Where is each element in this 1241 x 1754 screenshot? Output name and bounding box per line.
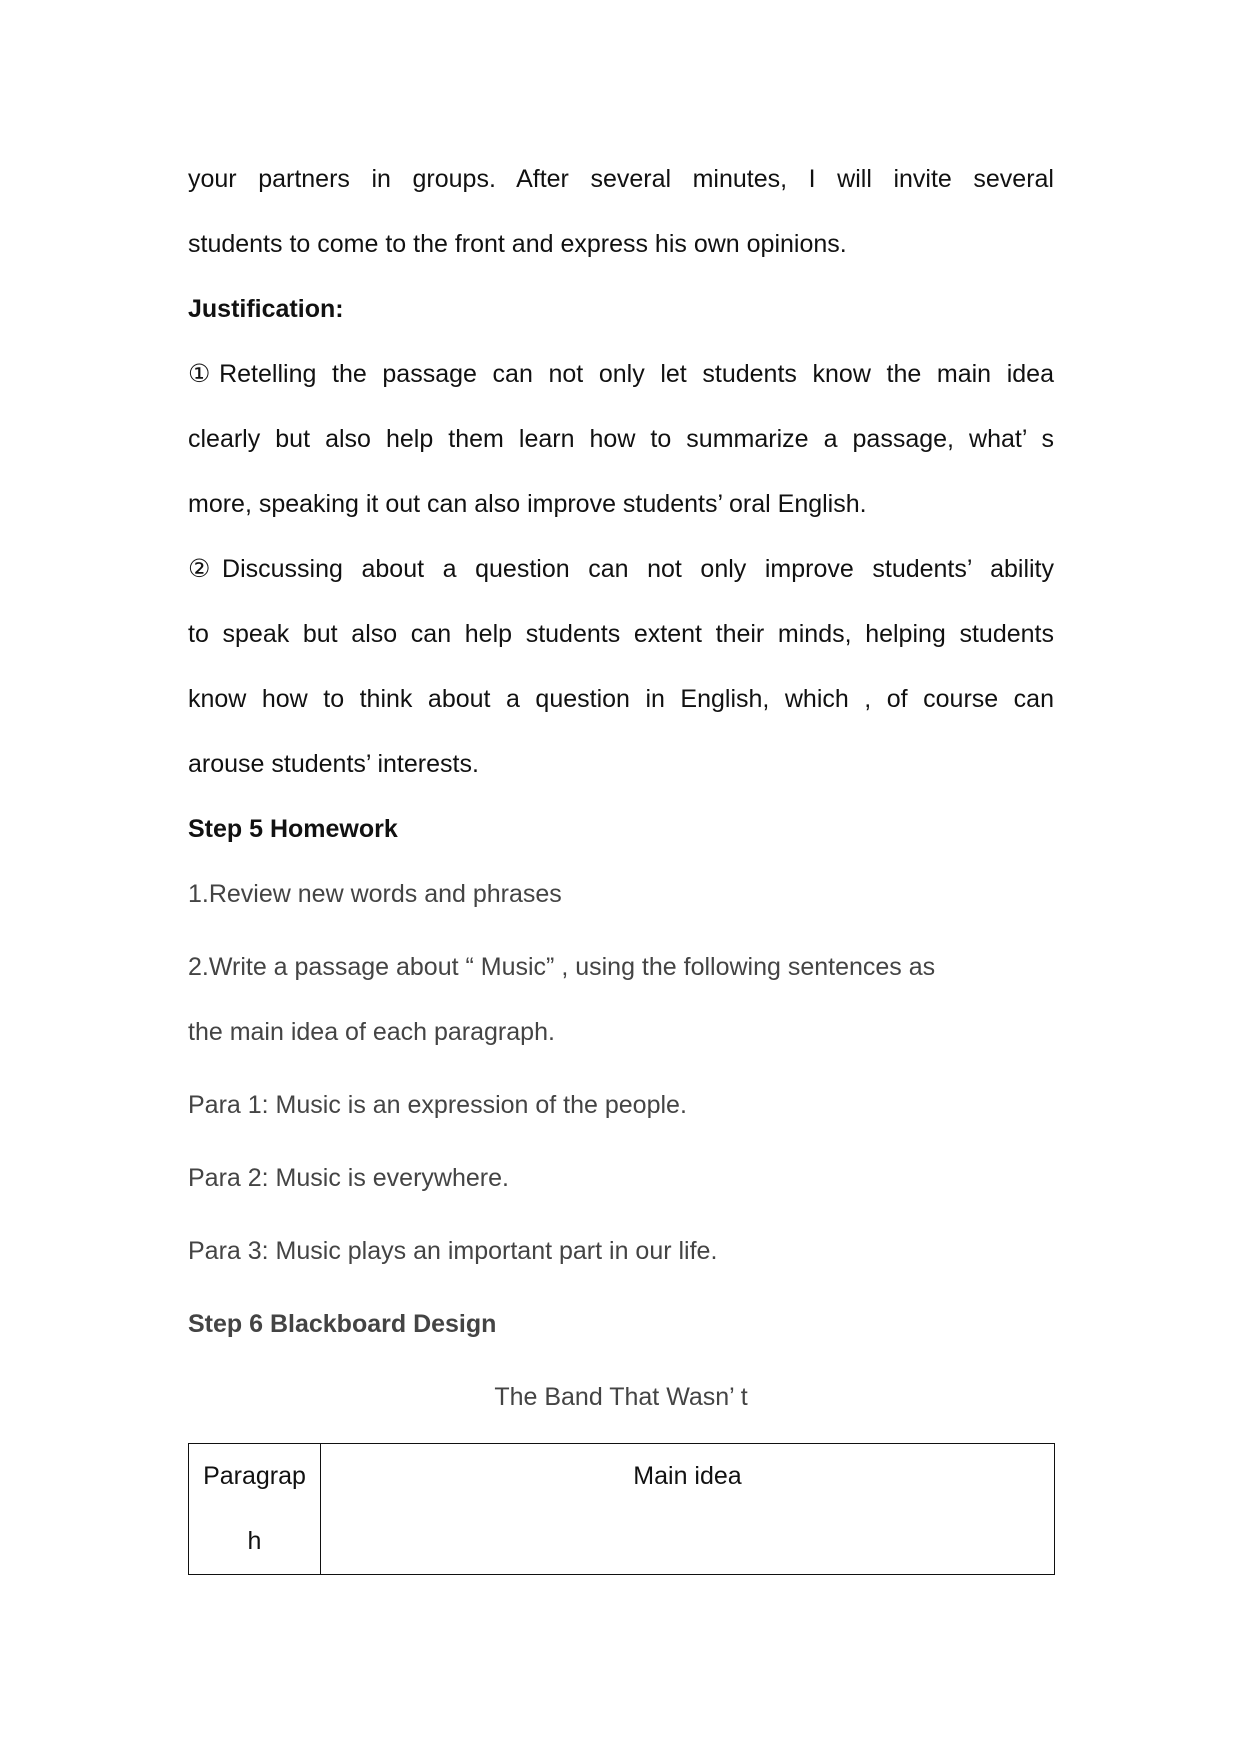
justification-item-1-line: more, speaking it out can also improve students’ oral English. xyxy=(188,490,867,518)
main-idea-header: Main idea xyxy=(633,1462,742,1490)
blackboard-title: The Band That Wasn’ t xyxy=(494,1383,748,1411)
justification-heading: Justification: xyxy=(188,295,344,323)
para-2-main-idea: Para 2: Music is everywhere. xyxy=(188,1164,509,1192)
justification-item-1-line: ①Retelling the passage can not only let students know the main idea xyxy=(188,360,1054,388)
justification-item-2-line: ②Discussing about a question can not only improve students’ ability xyxy=(188,555,1054,583)
justification-item-1-line: clearly but also help them learn how to summarize a passage, what’ s xyxy=(188,425,1054,453)
paragraph-header-cell xyxy=(189,1444,321,1575)
main-idea-header-cell xyxy=(321,1444,1055,1575)
justification-item-2-line: to speak but also can help students extent their minds, helping students xyxy=(188,620,1054,648)
step6-heading: Step 6 Blackboard Design xyxy=(188,1310,497,1338)
blackboard-table xyxy=(188,1443,1055,1575)
document-page xyxy=(188,0,1054,1754)
homework-item-2-line: 2.Write a passage about “ Music” , using the following sentences as xyxy=(188,953,936,981)
para-3-main-idea: Para 3: Music plays an important part in our life. xyxy=(188,1237,718,1265)
homework-item-2-line: the main idea of each paragraph. xyxy=(188,1018,555,1046)
paragraph-header-line: Paragrap xyxy=(203,1462,306,1490)
homework-item-1: 1.Review new words and phrases xyxy=(188,880,562,908)
para-1-main-idea: Para 1: Music is an expression of the people. xyxy=(188,1091,687,1119)
paragraph-line: your partners in groups. After several minutes, I will invite several xyxy=(188,165,1054,193)
paragraph-line: students to come to the front and express his own opinions. xyxy=(188,230,847,258)
justification-item-2-line: arouse students’ interests. xyxy=(188,750,479,778)
step5-heading: Step 5 Homework xyxy=(188,815,398,843)
paragraph-header-line: h xyxy=(247,1527,262,1555)
justification-item-2-line: know how to think about a question in English, which , of course can xyxy=(188,685,1054,713)
table-row xyxy=(189,1444,1055,1575)
